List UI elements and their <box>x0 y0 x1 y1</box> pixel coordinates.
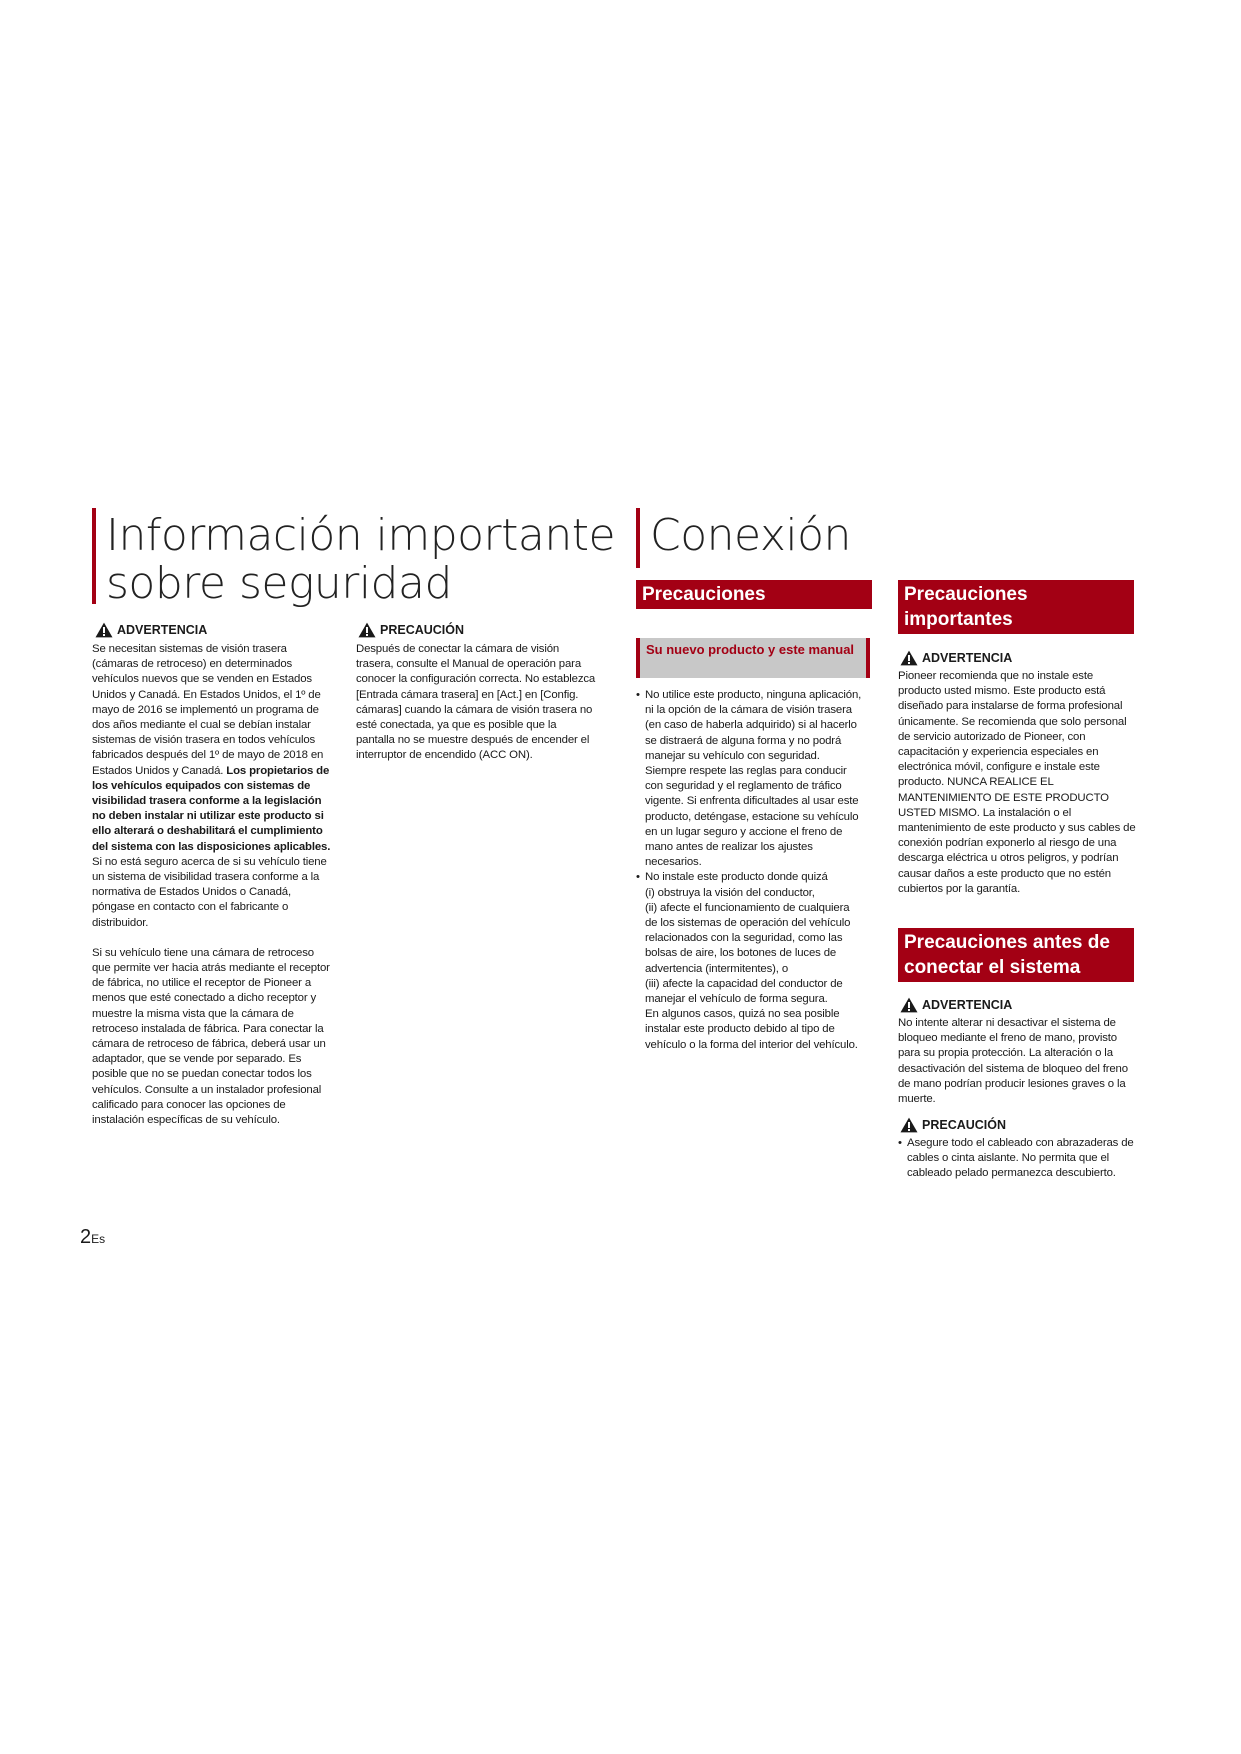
precauciones-header: Precauciones <box>636 580 872 609</box>
page-title-line-2: sobre seguridad <box>106 558 452 609</box>
warning-triangle-icon <box>95 622 113 638</box>
warning-triangle-icon <box>900 650 918 666</box>
page-language: Es <box>91 1232 106 1246</box>
importantes-warning-text: Pioneer recomienda que no instale este producto usted mismo. Este producto está diseñado para instalarse de forma profesional únicamente. Se recomienda que solo personal de servicio autorizado de Pioneer, con capacitación y experiencia especiales en electrónica móvil, configure e instale este producto. NUNCA REALICE EL MANTENIMIENTO DE ESTE PRODUCTO USTED MISMO. La instalación o el mantenimiento de este producto y sus cables de conexión podrían exponerlo al riesgo de una descarga eléctrica u otros peligros, y podrían causar daños a este producto que no estén cubiertos por la garantía. <box>898 670 1136 895</box>
page-title <box>106 512 615 608</box>
antes-caution-label <box>900 1117 1006 1133</box>
warning-p1-tail: Si no está seguro acerca de si su vehículo tiene un sistema de visibilidad trasera conforme a la normativa de Estados Unidos o Canadá, póngase en contacto con el fabricante o distribuidor. <box>92 855 327 929</box>
importantes-warning-label <box>900 650 1012 666</box>
page-number-value: 2 <box>80 1226 92 1248</box>
warning-triangle-icon <box>358 622 376 638</box>
page-title-line-1: Información importante <box>106 510 616 561</box>
title-accent-bar <box>636 508 640 568</box>
sub-header: Su nuevo producto y este manual <box>636 638 870 678</box>
section-title: Conexión <box>650 510 851 561</box>
caution-text: Después de conectar la cámara de visión trasera, consulte el Manual de operación para conocer la configuración correcta. No establezca [Entrada cámara trasera] en [Act.] en [Config. cámaras] cuando la cámara de visión trasera no esté conectada, ya que es posible que la pantalla no se muestre después de encender el interruptor de encendido (ACC ON). <box>356 643 596 762</box>
warning-p1-text: Se necesitan sistemas de visión trasera (cámaras de retroceso) en determinados vehículos nuevos que se venden en Estados Unidos y Canadá. En Estados Unidos, el 1º de mayo de 2016 se implementó un programa de dos años mediante el cual se debían instalar sistemas de visión trasera en todos vehículos fabricados después del 1º de mayo de 2018 en Estados Unidos y Canadá. <box>92 643 324 777</box>
list-item: • No utilice este producto, ninguna aplicación, ni la opción de la cámara de visión trasera (en caso de haberla adquirido) si al hacerlo se distraerá de alguna forma y no podrá manejar su vehículo con seguridad. Siempre respete las reglas para conducir con seguridad y el reglamento de tráfico vigente. Si enfrenta dificultades al usar este producto, deténgase, estacione su vehículo en un lugar seguro y accione el freno de mano antes de realizar los ajustes necesarios. <box>636 688 864 870</box>
caution-label <box>358 622 464 638</box>
importantes-header: Precauciones importantes <box>898 580 1134 634</box>
list-item: • No instale este producto donde quizá (i) obstruya la visión del conductor, (ii) afecte el funcionamiento de cualquiera de los sistemas de operación del vehículo relacionados con la seguridad, como las bolsas de aire, los botones de luces de advertencia (intermitentes), o (iii) afecte la capacidad del conductor de manejar el vehículo de forma segura. En algunos casos, quizá no sea posible instalar este producto debido al tipo de vehículo o la forma del interior del vehículo. <box>636 870 864 1052</box>
page-number <box>80 1226 105 1250</box>
warning-label-text: ADVERTENCIA <box>117 623 208 637</box>
importantes-warning-label-text: ADVERTENCIA <box>922 651 1013 665</box>
caution-label-text: PRECAUCIÓN <box>380 623 465 637</box>
antes-warning-label <box>900 997 1012 1013</box>
warning-triangle-icon <box>900 1117 918 1133</box>
warning-paragraph-1 <box>92 642 332 931</box>
warning-paragraph-2: Si su vehículo tiene una cámara de retroceso que permite ver hacia atrás mediante el receptor de fábrica, no utilice el receptor de Pioneer a menos que esté conectado a dicho receptor y muestre la misma vista que la cámara de retroceso instalada de fábrica. Para conectar la cámara de retroceso de fábrica, deberá usar un adaptador, que se vende por separado. Es posible que no se puedan conectar todos los vehículos. Consulte a un instalador profesional calificado para conocer las opciones de instalación específicas de su vehículo. <box>92 946 330 1127</box>
warning-text <box>92 642 332 1128</box>
antes-caution-list <box>898 1136 1134 1182</box>
antes-warning-label-text: ADVERTENCIA <box>922 998 1013 1012</box>
warning-label <box>95 622 207 638</box>
antes-warning-text: No intente alterar ni desactivar el sistema de bloqueo mediante el freno de mano, provisto para su propia protección. La alteración o la desactivación del sistema de bloqueo del freno de mano podrían producir lesiones graves o la muerte. <box>898 1017 1128 1106</box>
title-accent-bar <box>92 508 96 604</box>
warning-triangle-icon <box>900 997 918 1013</box>
precauciones-list <box>636 688 864 1053</box>
antes-header: Precauciones antes de conectar el sistema <box>898 928 1134 982</box>
warning-p1-bold: Los propietarios de los vehículos equipados con sistemas de visibilidad trasera conforme a la legislación no deben instalar ni utilizar este producto si ello alterará o deshabilitará el cumplimiento del sistema con las disposiciones aplicables. <box>92 764 331 853</box>
antes-caution-label-text: PRECAUCIÓN <box>922 1118 1007 1132</box>
list-item: • Asegure todo el cableado con abrazaderas de cables o cinta aislante. No permita que el cableado pelado permanezca descubierto. <box>898 1136 1134 1182</box>
